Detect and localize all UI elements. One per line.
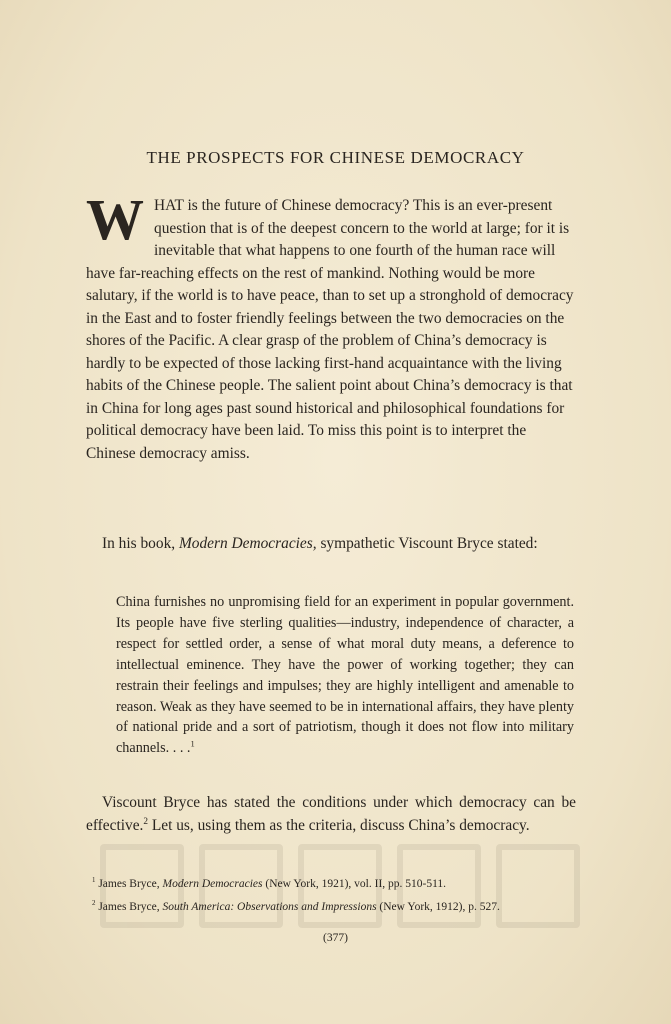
footnote-work: South America: Observations and Impressions: [162, 901, 377, 913]
footnote-ref-2: 2: [143, 815, 149, 826]
footnote-details: (New York, 1912), p. 527.: [376, 901, 500, 913]
footnote-ref-1: 1: [190, 738, 195, 749]
paragraph-3-part1: Viscount Bryce has stated the conditions under which democracy can be effective.: [86, 794, 576, 834]
footnote-author: James Bryce,: [95, 878, 163, 890]
book-title: Modern Democracies,: [178, 535, 317, 552]
footnote-work: Modern Democracies: [162, 878, 263, 890]
page-title: THE PROSPECTS FOR CHINESE DEMOCRACY: [146, 148, 525, 167]
paragraph-2-tail: sympathetic Viscount Bryce stated:: [316, 535, 538, 552]
footnote-details: (New York, 1921), vol. II, pp. 510-511.: [262, 878, 447, 890]
footnote-mark: 1: [92, 877, 96, 885]
footnote-2: [92, 899, 578, 916]
paragraph-3-part2: Let us, using them as the criteria, discuss China’s democracy.: [148, 816, 530, 834]
footnote-1: [92, 876, 578, 893]
drop-cap: W: [86, 187, 144, 252]
quote-text: China furnishes no unpromising field for an experiment in popular government. Its people have five sterling qualities—industry, independence of character, a respect for settled order, a sense of what moral duty means, a deference to intellectual eminence. They have the power of working together; they can restrain their feelings and impulses; they are highly intelligent and amenable to reason. Weak as they have seemed to be in international affairs, they have plenty of national pride and a sort of patriotism, though it does not flow into military channels. . . .: [116, 594, 574, 757]
paragraph-1: [86, 187, 576, 465]
paragraph-1-text: HAT is the future of Chinese democracy? This is an ever-present question that is of the deepest concern to the world at large; for it is inevitable that what happens to one fourth of the human race will have far-reaching effects on the rest of mankind. Nothing would be more salutary, if the world is to have peace, than to set up a stronghold of democracy in the East and to foster friendly feelings between the two democracies on the shores of the Pacific. A clear grasp of the problem of China’s democracy is hardly to be expected of those lacking first-hand acquaintance with the living habits of the Chinese people. The salient point about China’s democracy is that in China for long ages past sound historical and philosophical foundations for political democracy have been laid. To miss this point is to interpret the Chinese democracy amiss.: [86, 197, 574, 462]
page-number: (377): [323, 932, 348, 944]
paragraph-2-lead: In his book,: [102, 535, 179, 552]
block-quote: [116, 592, 574, 759]
paragraph-3: [86, 792, 576, 837]
paragraph-2: [86, 533, 576, 556]
footnote-mark: 2: [92, 900, 96, 908]
footnote-author: James Bryce,: [95, 901, 163, 913]
